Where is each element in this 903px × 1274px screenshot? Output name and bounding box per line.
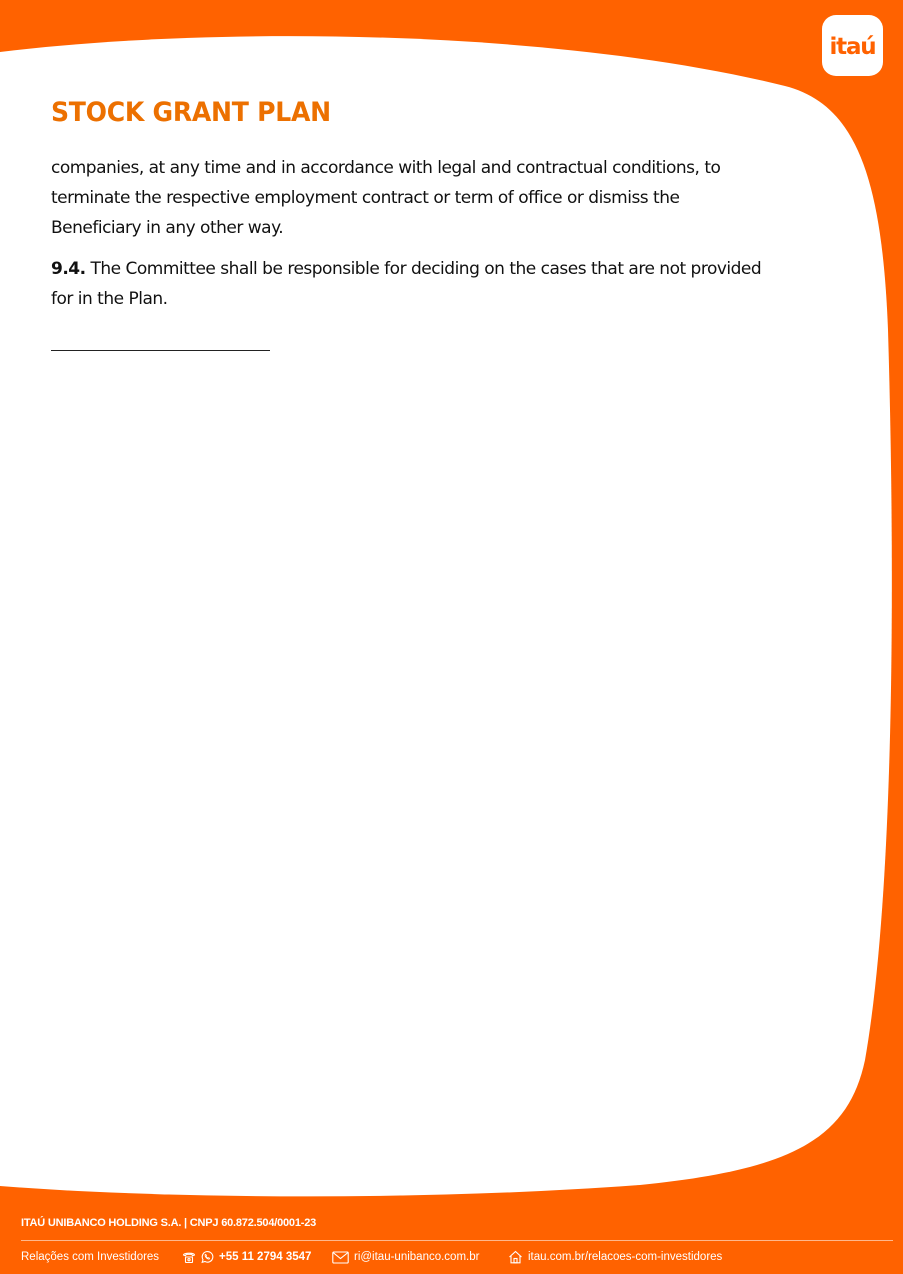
paragraph-continuation: companies, at any time and in accordance with legal and contractual conditions, to terminate the respective employment contract or term of office or dismiss the Beneficiary in any other way. <box>51 158 721 238</box>
footer-investor-relations <box>21 1248 159 1266</box>
home-icon <box>508 1250 523 1264</box>
email-address: ri@itau-unibanco.com.br <box>354 1251 480 1263</box>
page-title: STOCK GRANT PLAN <box>51 97 331 128</box>
footer-website[interactable] <box>508 1248 722 1266</box>
email-icon <box>332 1251 349 1264</box>
phone-number: +55 11 2794 3547 <box>219 1251 312 1263</box>
investor-relations-label: Relações com Investidores <box>21 1251 160 1263</box>
footer-company: ITAÚ UNIBANCO HOLDING S.A. | CNPJ 60.872.504/0001-23 <box>21 1217 317 1229</box>
footer-contacts <box>21 1248 893 1266</box>
section-text: The Committee shall be responsible for deciding on the cases that are not provided for in the Plan. <box>51 259 762 309</box>
signature-rule <box>51 350 270 351</box>
footer-email[interactable] <box>332 1248 479 1266</box>
website-url: itau.com.br/relacoes-com-investidores <box>528 1251 723 1263</box>
footer-phone[interactable] <box>182 1248 311 1266</box>
section-number: 9.4. <box>51 259 86 279</box>
footer-divider <box>21 1240 893 1241</box>
itau-logo <box>822 15 883 76</box>
paragraph-section-9-4 <box>51 254 771 314</box>
logo-text: itaú <box>829 33 876 60</box>
whatsapp-icon <box>200 1250 214 1264</box>
telephone-icon <box>182 1250 196 1264</box>
